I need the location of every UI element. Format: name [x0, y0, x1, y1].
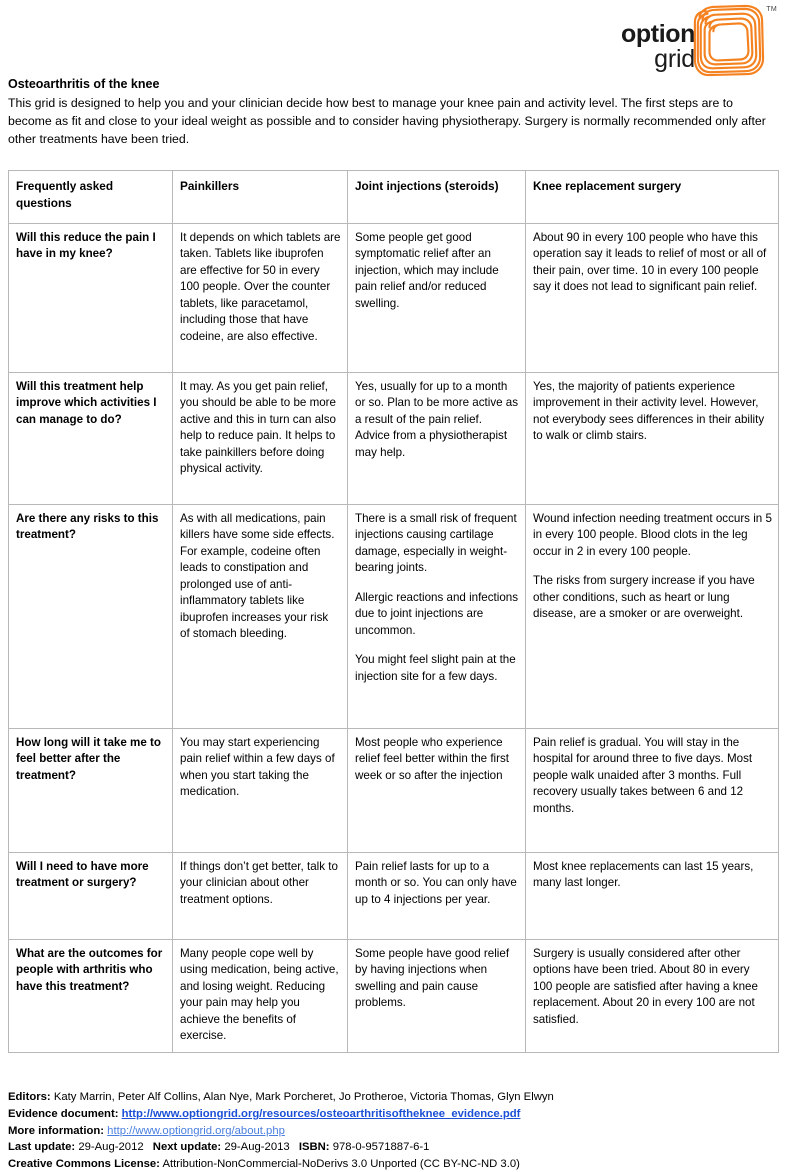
answer-paragraph: You might feel slight pain at the injection site for a few days.: [355, 653, 516, 683]
evidence-document-label: Evidence document:: [8, 1107, 119, 1120]
footer-editors-line: [8, 1089, 768, 1106]
option-grid-table: [8, 170, 779, 1053]
answer-cell-painkillers: It may. As you get pain relief, you should be able to be more active and this in turn can also help to reduce pain. It helps to take painkillers before doing physical activity.: [173, 373, 348, 505]
option-grid-logo: [587, 4, 777, 80]
answer-cell-surgery: About 90 in every 100 people who have this operation say it leads to relief of most or all of their pain, over time. 10 in every 100 people say it does not lead to significant pain relief.: [526, 224, 779, 373]
footer-evidence-line: [8, 1106, 768, 1123]
answer-cell-injections: Some people have good relief by having injections when swelling and pain cause problems.: [348, 940, 526, 1053]
license-label: Creative Commons License:: [8, 1158, 160, 1171]
table-header-row: [9, 171, 779, 224]
answer-cell-injections: Yes, usually for up to a month or so. Plan to be more active as a result of the pain relief. Advice from a physiotherapist may help.: [348, 373, 526, 505]
answer-cell-painkillers: Many people cope well by using medication, being active, and losing weight. Reducing your pain may help you achieve the benefits of exercise.: [173, 940, 348, 1053]
table-row: [9, 940, 779, 1053]
next-update-value: 29-Aug-2013: [224, 1141, 290, 1154]
answer-paragraph: There is a small risk of frequent injections causing cartilage damage, especially in weight-bearing joints.: [355, 512, 517, 575]
logo-word-grid: grid: [654, 44, 695, 73]
footer-more-info-line: [8, 1123, 768, 1140]
column-header-questions: Frequently asked questions: [9, 171, 173, 224]
question-cell: Are there any risks to this treatment?: [9, 505, 173, 729]
footer-block: [8, 1089, 768, 1172]
answer-cell-injections: Pain relief lasts for up to a month or so. You can only have up to 4 injections per year.: [348, 853, 526, 940]
logo-wordmark: [595, 22, 695, 71]
column-header-injections: Joint injections (steroids): [348, 171, 526, 224]
last-update-value: 29-Aug-2012: [78, 1141, 144, 1154]
column-header-painkillers: Painkillers: [173, 171, 348, 224]
last-update-label: Last update:: [8, 1141, 76, 1154]
answer-cell-surgery: Pain relief is gradual. You will stay in the hospital for around three to five days. Most people walk unaided after 3 months. Full recovery usually takes between 6 and 12 months.: [526, 729, 779, 853]
editors-label: Editors:: [8, 1091, 51, 1103]
isbn-value: 978-0-9571887-6-1: [332, 1141, 430, 1154]
answer-paragraph: Allergic reactions and infections due to joint injections are uncommon.: [355, 590, 519, 637]
question-cell: Will this reduce the pain I have in my knee?: [9, 224, 173, 373]
answer-cell-surgery: Most knee replacements can last 15 years, many last longer.: [526, 853, 779, 940]
answer-cell-painkillers: If things don’t get better, talk to your clinician about other treatment options.: [173, 853, 348, 940]
question-cell: How long will it take me to feel better after the treatment?: [9, 729, 173, 853]
answer-cell-injections: [348, 505, 526, 729]
more-information-link[interactable]: http://www.optiongrid.org/about.php: [107, 1124, 285, 1137]
table-row: [9, 224, 779, 373]
logo-word-option: option: [621, 20, 695, 48]
question-cell: Will this treatment help improve which activities I can manage to do?: [9, 373, 173, 505]
intro-block: [8, 76, 768, 149]
answer-cell-painkillers: It depends on which tablets are taken. Tablets like ibuprofen are effective for 50 in every 100 people. Over the counter tablets, like paracetamol, including those that have codeine, are also effective.: [173, 224, 348, 373]
question-cell: What are the outcomes for people with arthritis who have this treatment?: [9, 940, 173, 1053]
license-value: Attribution-NonCommercial-NoDerivs 3.0 Unported (CC BY-NC-ND 3.0): [162, 1158, 520, 1171]
table-row: [9, 505, 779, 729]
isbn-label: ISBN:: [298, 1141, 330, 1154]
answer-cell-injections: Most people who experience relief feel better within the first week or so after the injection: [348, 729, 526, 853]
question-cell: Will I need to have more treatment or surgery?: [9, 853, 173, 940]
editors-value: Katy Marrin, Peter Alf Collins, Alan Nye, Mark Porcheret, Jo Protheroe, Victoria Thomas, Glyn Elwyn: [53, 1091, 554, 1103]
answer-paragraph: Wound infection needing treatment occurs in 5 in every 100 people. Blood clots in the leg occur in 2 in every 100 people.: [533, 512, 772, 558]
answer-cell-painkillers: As with all medications, pain killers have some side effects. For example, codeine often leads to constipation and prolonged use of anti-inflammatory tablets like ibuprofen increases your risk of stomach bleeding.: [173, 505, 348, 729]
page-title: Osteoarthritis of the knee: [8, 77, 160, 91]
answer-cell-surgery: Yes, the majority of patients experience improvement in their activity level. However, not everybody sees differences in their ability to walk or climb stairs.: [526, 373, 779, 505]
intro-description: This grid is designed to help you and your clinician decide how best to manage your knee pain and activity level. The first steps are to become as fit and close to your ideal weight as possible and to consider having physiotherapy. Surgery is normally recommended only after other treatments have been tried.: [8, 95, 766, 146]
sketchy-square-logo-icon: [689, 4, 767, 78]
evidence-document-link[interactable]: http://www.optiongrid.org/resources/osteoarthritisoftheknee_evidence.pdf: [121, 1107, 521, 1120]
table-row: [9, 373, 779, 505]
footer-license-line: [8, 1156, 768, 1172]
answer-paragraph: The risks from surgery increase if you have other conditions, such as heart or lung disease, are a smoker or are overweight.: [533, 574, 755, 621]
answer-cell-surgery: Surgery is usually considered after other options have been tried. About 80 in every 100 people are satisfied after having a knee replacement. About 20 in every 100 are not satisfied.: [526, 940, 779, 1053]
table-row: [9, 853, 779, 940]
trademark-icon: TM: [766, 6, 777, 13]
answer-cell-surgery: [526, 505, 779, 729]
next-update-label: Next update:: [152, 1141, 222, 1154]
table-row: [9, 729, 779, 853]
column-header-surgery: Knee replacement surgery: [526, 171, 779, 224]
answer-cell-painkillers: You may start experiencing pain relief within a few days of when you start taking the medication.: [173, 729, 348, 853]
answer-cell-injections: Some people get good symptomatic relief after an injection, which may include pain relief and/or reduced swelling.: [348, 224, 526, 373]
footer-dates-line: [8, 1139, 768, 1156]
more-information-label: More information:: [8, 1124, 105, 1137]
